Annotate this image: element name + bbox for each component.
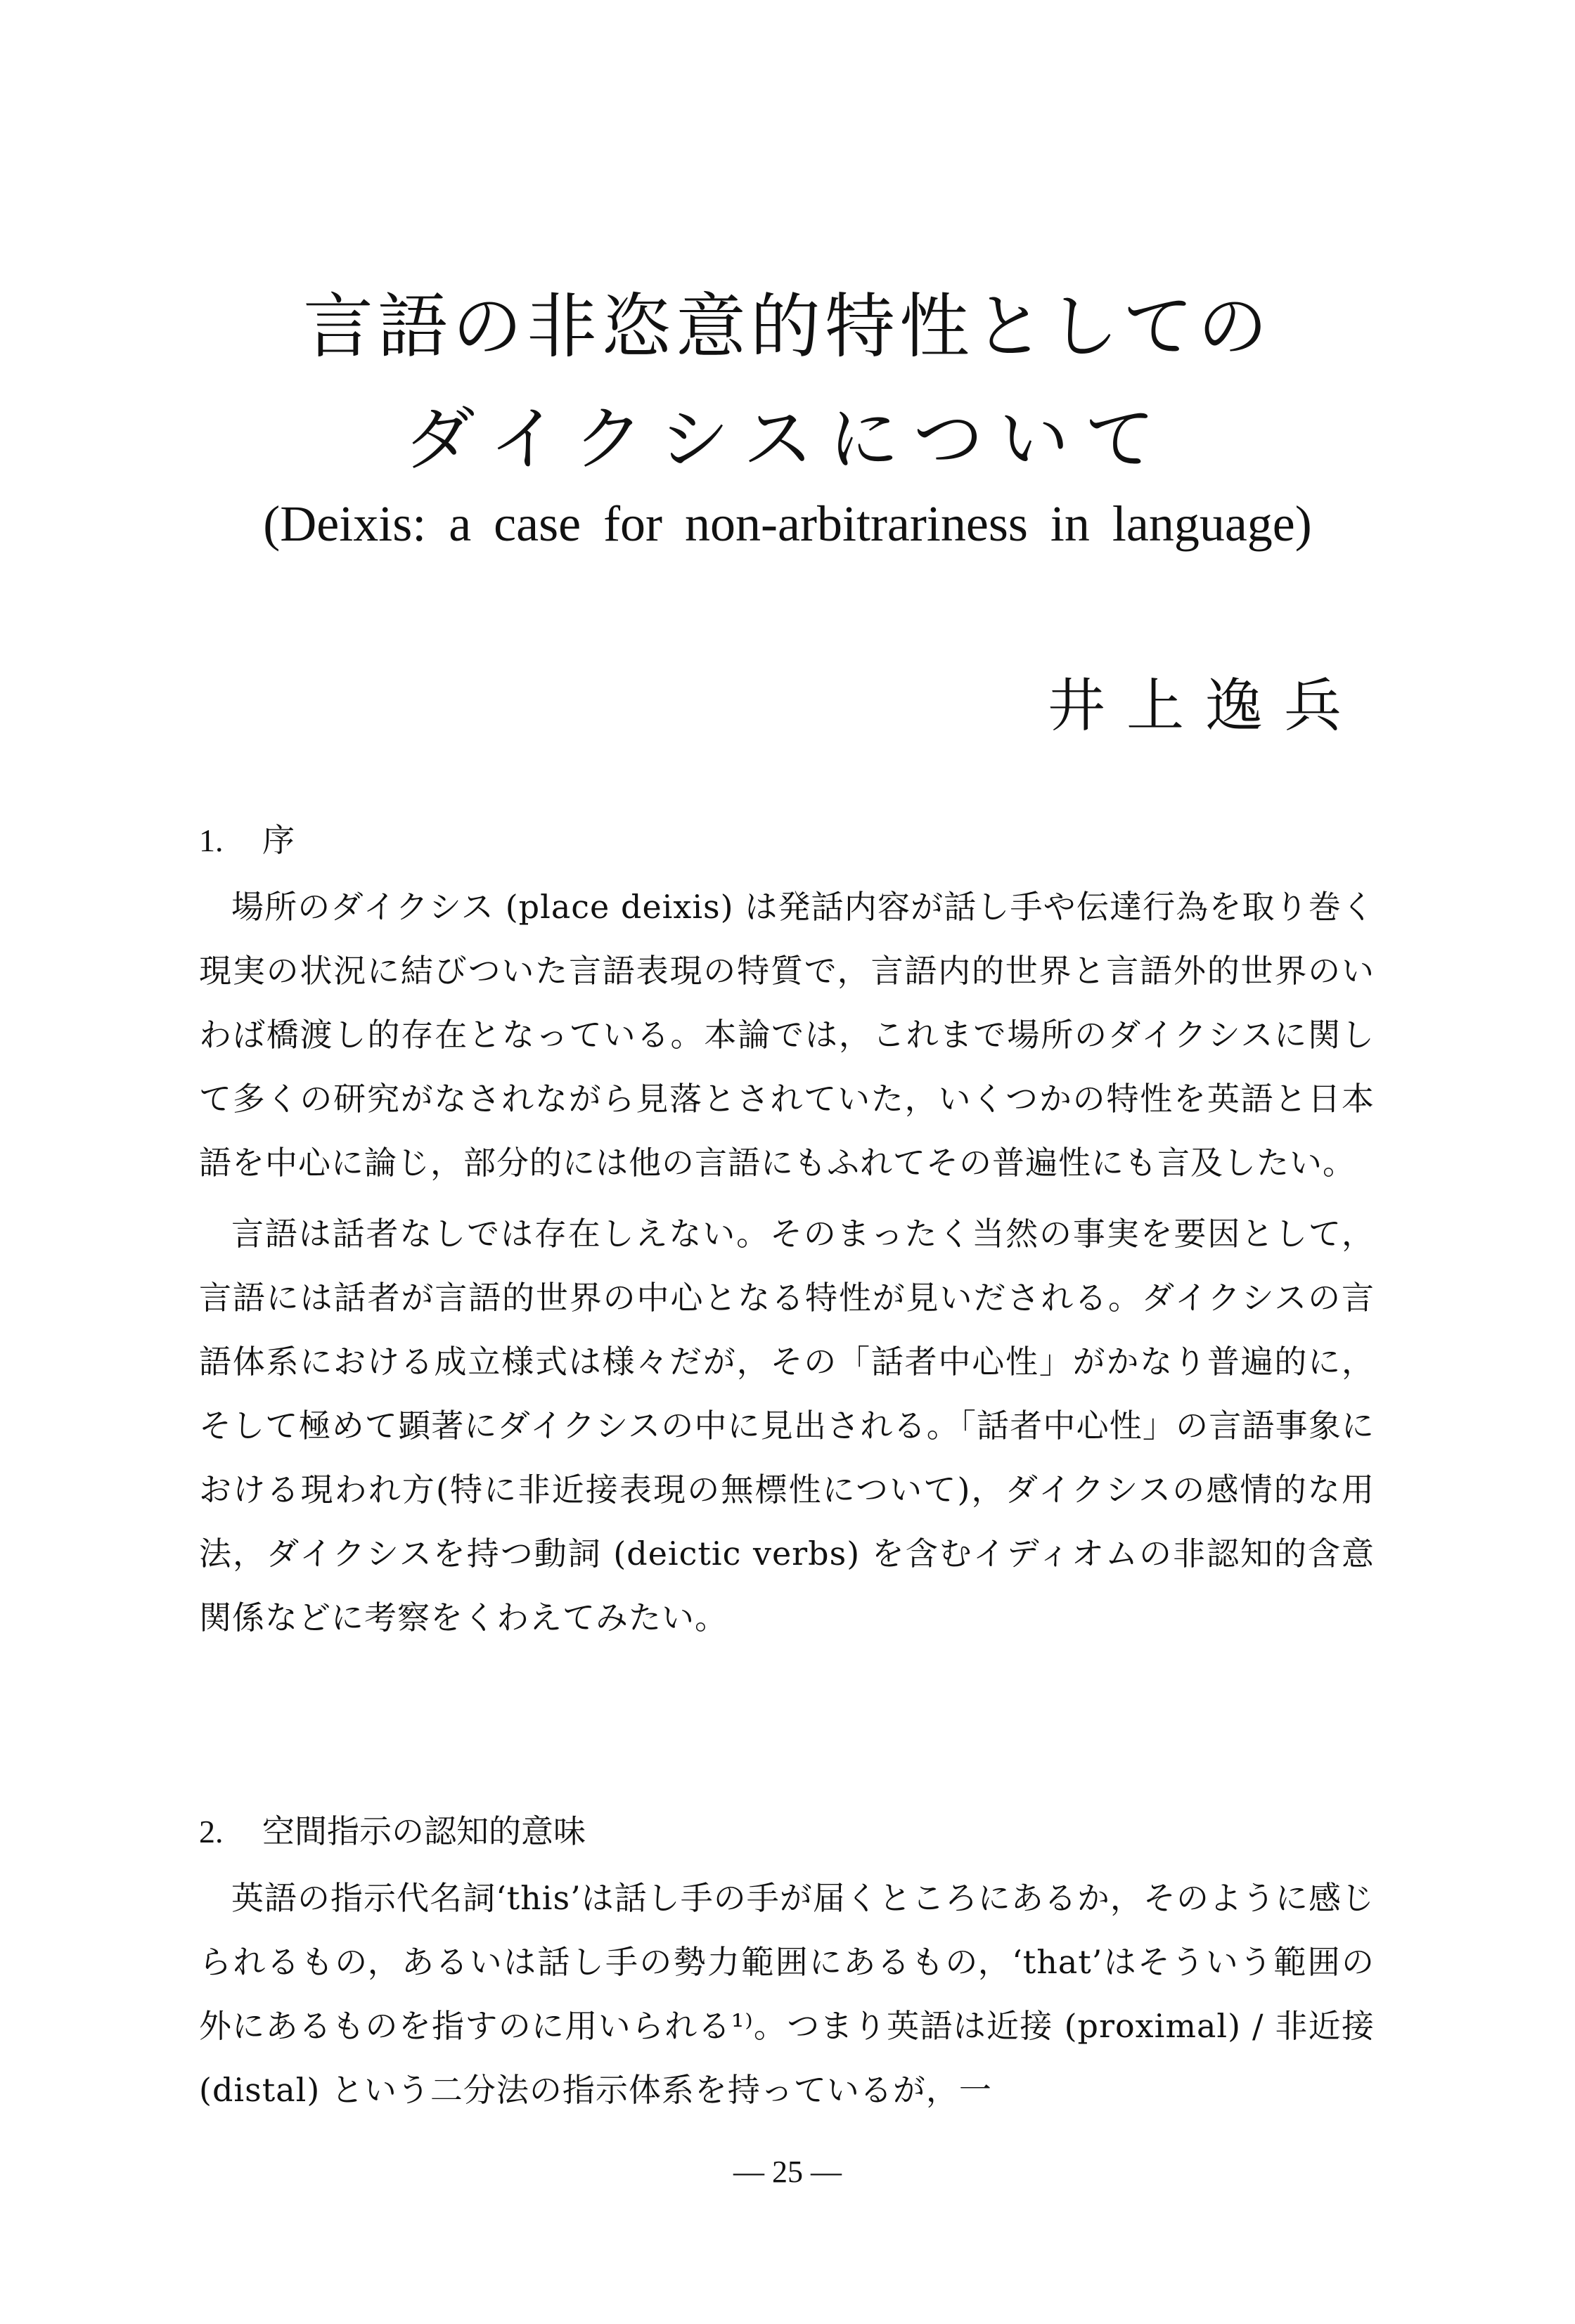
section-body-2 xyxy=(199,1866,1375,2122)
section-body-1 xyxy=(199,875,1375,1650)
section-title: 序 xyxy=(262,821,295,859)
section-number: 1. xyxy=(199,822,224,858)
section-heading-2 xyxy=(199,1807,586,1857)
author-name: 井上逸兵 xyxy=(1048,673,1363,740)
section-heading-1 xyxy=(199,815,295,865)
article-title: 言語の非恣意的特性としての xyxy=(303,285,1272,368)
paragraph: 言語は話者なしでは存在しえない。そのまったく当然の事実を要因として，言語には話者が言語的世界の中心となる特性が見いだされる。ダイクシスの言語体系における成立様式は様々だが，その「話者中心性」がかなり普遍的に，そして極めて顕著にダイクシスの中に見出される。「話者中心性」の言語事象における現われ方(特に非近接表現の無標性について)，ダイクシスの感情的な用法，ダイクシスを持つ動詞 (deictic verbs) を含むイディオムの非認知的含意関係などに考察をくわえてみたい。 xyxy=(199,1215,1375,1637)
section-number: 2. xyxy=(199,1814,224,1849)
article-title-line-2: ダイクシスについて xyxy=(404,398,1171,480)
section-title: 空間指示の認知的意味 xyxy=(262,1812,586,1850)
paragraph: 英語の指示代名詞‘this’は話し手の手が届くところにあるか，そのように感じられるもの，あるいは話し手の勢力範囲にあるもの，‘that’はそういう範囲の外にあるものを指すのに用いられる¹⁾。つまり英語は近接 (proximal) / 非近接 (distal) という二分法の指示体系を持っているが，一 xyxy=(199,1879,1375,2109)
paragraph: 場所のダイクシス (place deixis) は発話内容が話し手や伝達行為を取り巻く現実の状況に結びついた言語表現の特質で，言語内的世界と言語外的世界のいわば橋渡し的存在となっている。本論では，これまで場所のダイクシスに関して多くの研究がなされながら見落とされていた，いくつかの特性を英語と日本語を中心に論じ，部分的には他の言語にもふれてその普遍性にも言及したい。 xyxy=(199,888,1375,1182)
page-number: — 25 — xyxy=(733,2155,842,2189)
english-subtitle: (Deixis: a case for non-arbitrariness in language) xyxy=(263,496,1312,552)
